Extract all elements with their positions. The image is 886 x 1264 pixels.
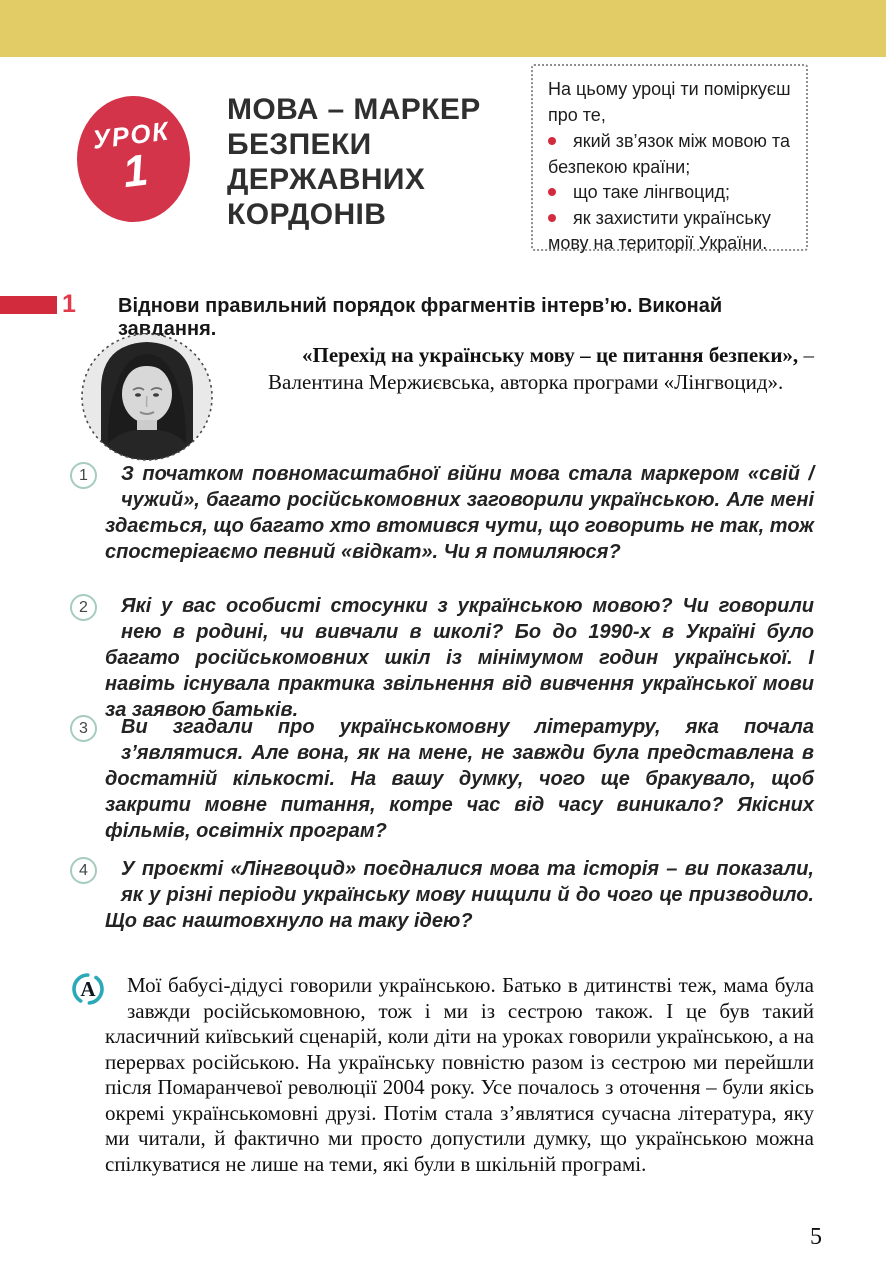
indent-spacer [105, 973, 127, 1024]
answer-fragment-a [75, 973, 814, 1177]
lesson-badge-number: 1 [120, 145, 151, 197]
objective-text: що таке лінгвоцид; [573, 182, 731, 202]
bullet-icon [548, 214, 556, 222]
question-number-badge: 2 [70, 594, 97, 621]
objective-item [548, 206, 796, 257]
fragment-letter: А [80, 977, 96, 1001]
page-number: 5 [810, 1224, 822, 1250]
question-text: Які у вас особисті стосунки з українською мовою? Чи говорили нею в родині, чи вивчали в школі? Бо до 1990-х в Україні було багато російськомовних шкіл із мінімумом годин української. І навіть існувала практика звільнення від вивчення української мови за заявою батьків. [105, 595, 814, 721]
lesson-badge [77, 96, 190, 222]
lesson-title-line: ДЕРЖАВНИХ [227, 163, 426, 196]
portrait-illustration [79, 332, 215, 462]
task-side-tab [0, 296, 57, 314]
objectives-box [531, 64, 808, 251]
answer-text: Мої бабусі-дідусі говорили українською. Батько в дитинстві теж, мама була завжди російськомовною, тож і ми із сестрою також. І це був такий класичний київський сценарій, коли діти на уроках говорили українською, а на перервах російською. На українську повністю разом із сестрою ми перейшли після Помаранчевої революції 2004 року. Усе почалось з оточення – були якісь окремі українськомовні друзі. Потім стала з’являтися сучасна література, яку ми читали, й фактично ми просто допустили думку, що українською можна спілкуватися не лише на теми, які були в шкільній програмі. [105, 973, 814, 1176]
lesson-title [227, 92, 481, 232]
interview-question-4 [70, 856, 814, 934]
question-text: У проєкті «Лінгвоцид» поєдналися мова та історія – ви показали, як у різні періоди українську мову нищили й до чого це призводило. Що вас наштовхнуло на таку ідею? [105, 858, 814, 932]
question-text: Ви згадали про українськомовну літературу, яка почала з’являтися. Але вона, як на мене, не завжди була представлена в достатній кількості. На вашу думку, чого ще бракувало, щоб закрити мовне питання, котре час від часу виникало? Якісних фільмів, освітніх програм? [105, 716, 814, 842]
task-instruction: Віднови правильний порядок фрагментів інтерв’ю. Виконай завдання. [118, 295, 723, 340]
lesson-badge-inner [91, 115, 176, 197]
interviewee-photo [79, 332, 215, 462]
objectives-intro: На цьому уроці ти поміркуєш про те, [548, 79, 791, 125]
objective-item [548, 129, 796, 180]
question-number-badge: 1 [70, 462, 97, 489]
objective-item [548, 180, 796, 206]
question-number-badge: 3 [70, 715, 97, 742]
quote-attribution: – Валентина Мержиєвська, авторка програми «Лінгвоцид». [268, 343, 815, 394]
question-text: З початком повномасштабної війни мова стала маркером «свій / чужий», багато російськомовних заговорили українською. Але мені здається, що багато хто втомився чути, що говорить не так, тож спостерігаємо певний «відкат». Чи я помиляюся? [105, 463, 814, 563]
indent-spacer [105, 461, 121, 513]
bullet-icon [548, 137, 556, 145]
indent-spacer [105, 856, 121, 908]
lesson-title-line: КОРДОНІВ [227, 198, 387, 231]
quote-bold-part: «Перехід на українську мову – це питання безпеки», [302, 343, 799, 367]
fragment-letter-badge [69, 970, 107, 1008]
lesson-badge-label: УРОК [90, 115, 171, 155]
top-accent-bar [0, 0, 886, 57]
question-number-badge: 4 [70, 857, 97, 884]
interview-question-1 [70, 461, 814, 565]
objective-text: який зв’язок між мовою та безпекою країни; [548, 131, 790, 177]
lesson-title-line: БЕЗПЕКИ [227, 128, 372, 161]
bullet-icon [548, 188, 556, 196]
interview-question-2 [70, 593, 814, 723]
lesson-title-line: МОВА – МАРКЕР [227, 93, 481, 126]
indent-spacer [105, 593, 121, 645]
interview-quote [268, 342, 814, 395]
indent-spacer [105, 714, 121, 766]
task-number: 1 [62, 290, 76, 318]
interview-question-3 [70, 714, 814, 844]
objective-text: як захистити українську мову на території України. [548, 207, 771, 253]
